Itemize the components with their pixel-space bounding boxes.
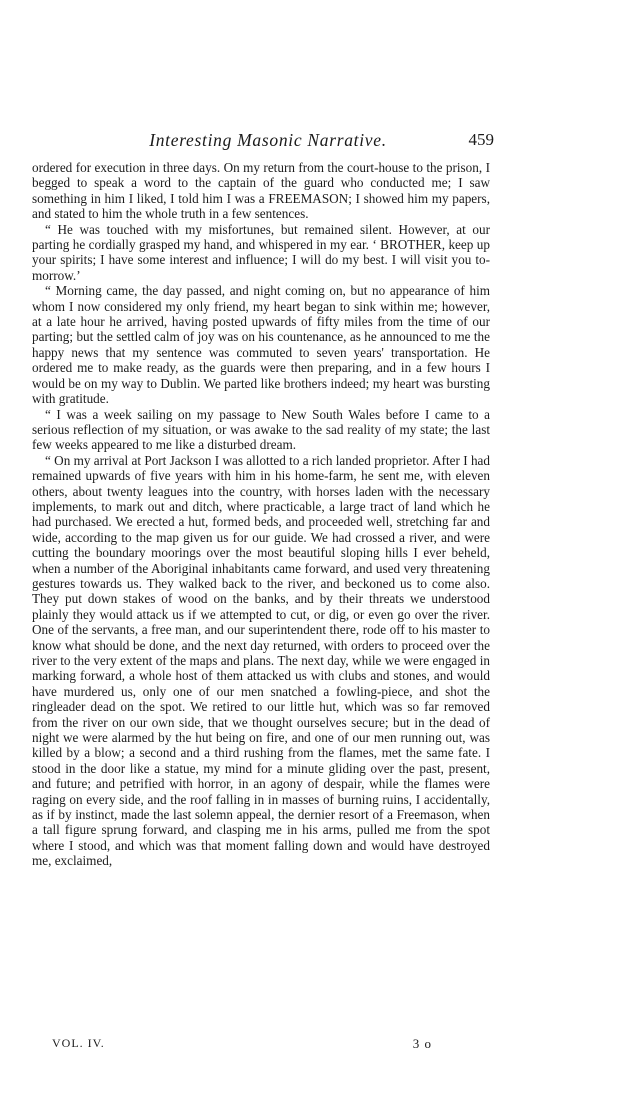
- sheet-mark: 3 o: [412, 1036, 432, 1051]
- page-header: [42, 130, 494, 152]
- paragraph: “ I was a week sailing on my passage to New South Wales before I came to a serious reflection of my situation, or was awake to the sad reality of my state; the last few weeks appeared to me like a disturbed dream.: [32, 406, 490, 453]
- paragraph: “ On my arrival at Port Jackson I was allotted to a rich landed proprietor. After I had remained upwards of five years with him in his home-farm, he sent me, with eleven others, about twenty leagues into the country, with horses laden with the necessary implements, to mark out and ditch, where practicable, a large tract of land which he had purchased. We erected a hut, formed beds, and proceeded well, stretching far and wide, according to the map given us for our guide. We had crossed a river, and were cutting the boundary moorings over the most beautiful sloping hills I ever beheld, when a number of the Aboriginal inhabitants came forward, and used very threatening gestures towards us. They walked back to the river, and beckoned us to come also. They put down stakes of wood on the banks, and by their threats we understood plainly they would attack us if we attempted to cut, or dig, or even go over the river. One of the servants, a free man, and our superintendent there, rode off to his master to know what should be done, and the next day returned, with orders to proceed over the river to the very extent of the maps and plans. The next day, while we were engaged in marking forward, a whole host of them attacked us with clubs and stones, and would have murdered us, only one of our men snatched a fowling-piece, and shot the ringleader dead on the spot. We retired to our little hut, which was so far removed from the river on our own side, that we thought ourselves secure; but in the dead of night we were alarmed by the hut being on fire, and one of our men running out, was killed by a blow; a second and a third rushing from the flames, met the same fate. I stood in the door like a statue, my mind for a minute gliding over the past, present, and future; and petrified with horror, in an agony of despair, while the flames were raging on every side, and the roof falling in in masses of burning ruins, I accidentally, as if by instinct, made the last solemn appeal, the dernier resort of a Freemason, when a tall figure sprung forward, and clasping me in his arms, pulled me from the spot where I stood, and which was that moment falling down and would have destroyed me, exclaimed,: [32, 452, 490, 869]
- page-number: 459: [468, 130, 494, 149]
- page-footer: [52, 1036, 432, 1052]
- volume-signature: VOL. IV.: [52, 1036, 105, 1050]
- body-text: [32, 160, 490, 869]
- paragraph: “ Morning came, the day passed, and night coming on, but no appearance of him whom I now considered my only friend, my heart began to sink within me; however, at a late hour he arrived, having posted upwards of fifty miles from the time of our parting; but the settled calm of joy was on his countenance, as he announced to me the happy news that my sentence was commuted to seven years' transportation. He ordered me to make ready, as the guards were then preparing, and in a few hours I would be on my way to Dublin. We parted like brothers indeed; my heart was bursting with gratitude.: [32, 283, 490, 407]
- running-title: Interesting Masonic Narrative.: [149, 130, 387, 150]
- paragraph: ordered for execution in three days. On my return from the court-house to the prison, I begged to speak a word to the captain of the guard who conducted me; I saw something in him I liked, I told him I was a FREEMASON; I showed him my papers, and stated to him the whole truth in a few sentences.: [32, 160, 490, 222]
- paragraph: “ He was touched with my misfortunes, but remained silent. However, at our parting he cordially grasped my hand, and whispered in my ear. ‘ BROTHER, keep up your spirits; I have some interest and influence; I will do my best. I will visit you to-morrow.’: [32, 221, 490, 283]
